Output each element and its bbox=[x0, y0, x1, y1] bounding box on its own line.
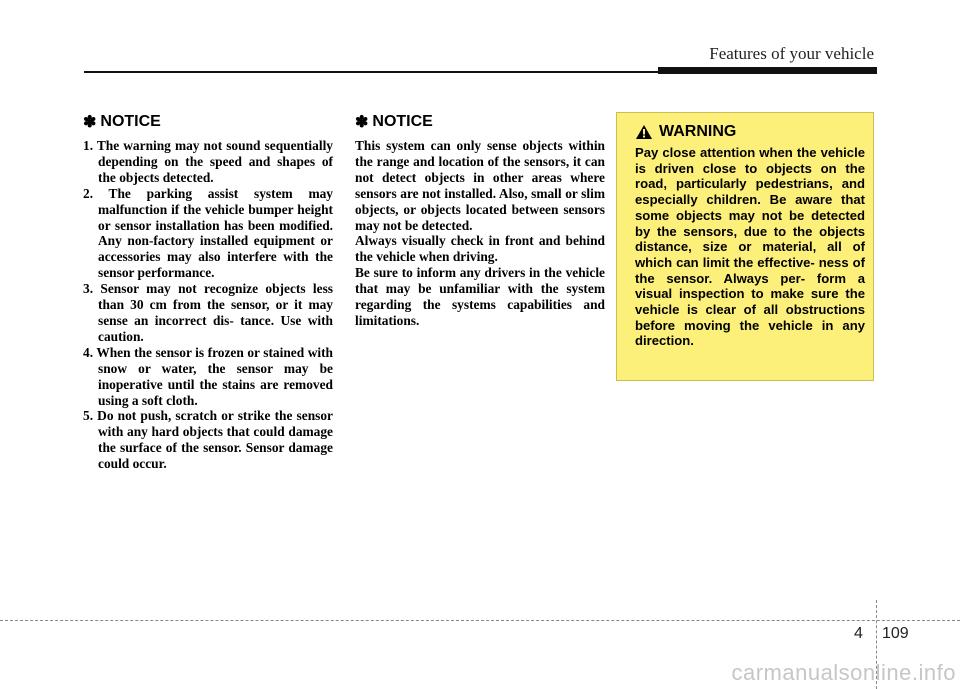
list-item: 1. The warning may not sound sequentially depending on the speed and shapes of the objects detected. bbox=[83, 138, 333, 185]
notice-section-left bbox=[83, 112, 333, 472]
page-number: 109 bbox=[882, 625, 909, 642]
notice-heading-text: NOTICE bbox=[100, 113, 161, 130]
notice-star-icon: ✽ bbox=[355, 114, 369, 131]
header-rule-accent bbox=[658, 67, 877, 74]
warning-heading-text: WARNING bbox=[659, 123, 737, 140]
notice-list bbox=[83, 138, 333, 472]
notice-paragraph: This system can only sense objects within the range and location of the sensors, it can not detect objects in other areas where sensors are not installed. Also, small or slim objects, or objects located between sensors may not be detected. bbox=[355, 138, 605, 233]
footer-divider bbox=[0, 620, 960, 621]
watermark: carmanualsonline.info bbox=[731, 660, 956, 685]
notice-star-icon: ✽ bbox=[83, 114, 97, 131]
chapter-number: 4 bbox=[854, 625, 863, 642]
list-item: 2. The parking assist system may malfunction if the vehicle bumper height or sensor installation has been modified. Any non-factory installed equipment or accessories may also interfere with the sensor performance. bbox=[83, 185, 333, 281]
notice-heading-text: NOTICE bbox=[372, 113, 433, 130]
notice-heading bbox=[83, 112, 333, 132]
header-rule bbox=[84, 71, 660, 73]
warning-triangle-icon bbox=[635, 124, 653, 140]
page-header-title: Features of your vehicle bbox=[709, 44, 874, 63]
warning-text: Pay close attention when the vehicle is driven close to objects on the road, particularly pedestrians, and especially children. Be aware that some objects may not be detected by the sensors, due to the objects distance, size or material, all of which can limit the effective- ness of the sensor. Always per- form a visual inspection to make sure the vehicle is clear of all obstructions before moving the vehicle in any direction. bbox=[635, 145, 865, 349]
list-item: 5. Do not push, scratch or strike the sensor with any hard objects that could damage the surface of the sensor. Sensor damage could occur. bbox=[83, 408, 333, 472]
notice-paragraph: Always visually check in front and behind the vehicle when driving. bbox=[355, 233, 605, 265]
warning-box bbox=[616, 112, 874, 381]
notice-heading bbox=[355, 112, 605, 132]
notice-paragraph: Be sure to inform any drivers in the vehicle that may be unfamiliar with the system regarding the systems capabilities and limitations. bbox=[355, 265, 605, 328]
list-item: 4. When the sensor is frozen or stained with snow or water, the sensor may be inoperative until the stains are removed using a soft cloth. bbox=[83, 344, 333, 408]
notice-section-right bbox=[355, 112, 605, 329]
warning-heading bbox=[635, 123, 865, 141]
list-item: 3. Sensor may not recognize objects less than 30 cm from the sensor, or it may sense an incorrect dis- tance. Use with caution. bbox=[83, 281, 333, 344]
